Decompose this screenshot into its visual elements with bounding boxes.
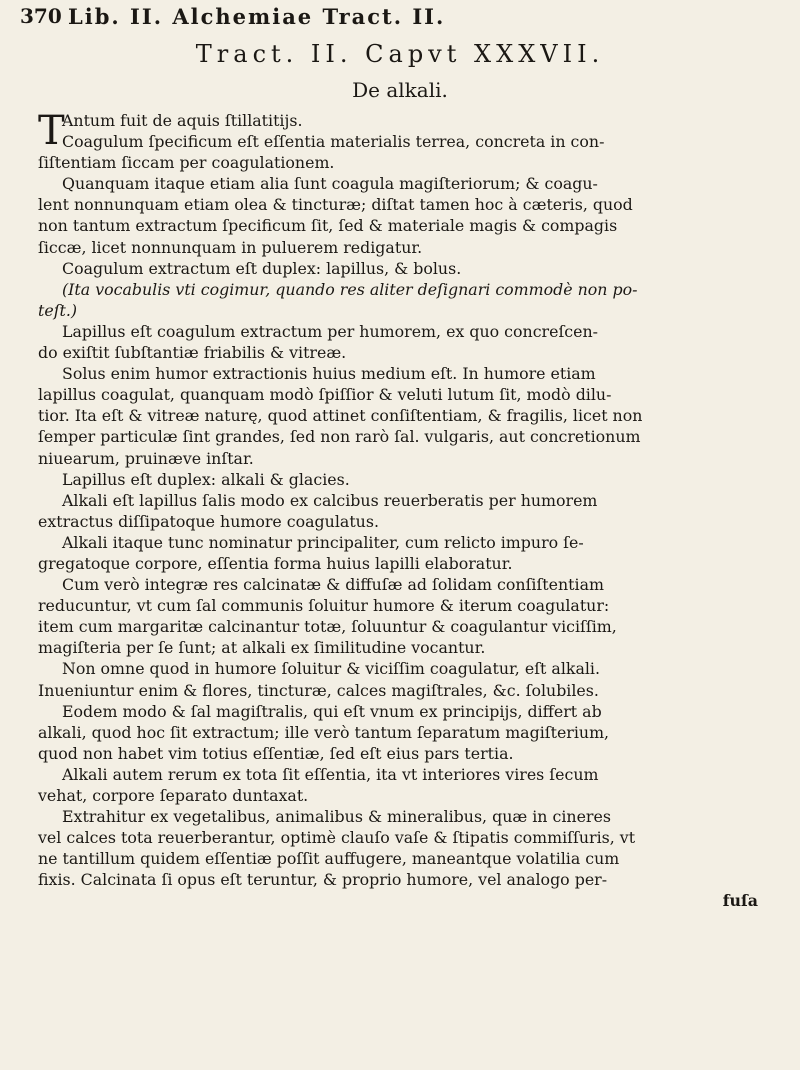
text-line [38, 701, 778, 722]
text-line [38, 680, 778, 701]
text-line [38, 342, 778, 363]
text-line [38, 532, 778, 553]
text-line [38, 785, 778, 806]
text-line [38, 595, 778, 616]
line-text: Inueniuntur enim & flores, tincturæ, calces magiſtrales, &c. ſolubiles. [38, 680, 599, 700]
text-line [38, 215, 778, 236]
line-text: lapillus coagulat, quanquam modò ſpiſſior & veluti lutum ſit, modò dilu- [38, 385, 612, 405]
line-text: Cum verò integræ res calcinatæ & diffuſæ ad ſolidam conſiſtentiam [62, 575, 604, 595]
line-text: fixis. Calcinata ſi opus eſt teruntur, & proprio humore, vel analogo per- [38, 870, 608, 890]
line-text: non tantum extractum ſpecificum ſit, ſed & materiale magis & compagis [38, 216, 618, 236]
catchword: fuſa [722, 891, 758, 911]
line-text: vel calces tota reuerberantur, optimè clauſo vaſe & ſtipatis commiſſuris, vt [38, 828, 636, 848]
page-number: 370 [20, 4, 62, 28]
line-text: Coagulum extractum eſt duplex: lapillus, & bolus. [62, 258, 462, 278]
text-line [38, 173, 778, 194]
line-text: vehat, corpore ſeparato duntaxat. [38, 786, 309, 805]
line-text: ne tantillum quidem eſſentiæ poſſit auffugere, maneantque volatilia cum [38, 849, 620, 869]
line-text: reducuntur, vt cum ſal communis ſoluitur humore & iterum coagulatur: [38, 596, 610, 616]
text-line [38, 827, 778, 848]
text-line [38, 490, 778, 511]
line-text: Antum fuit de aquis ſtillatitijs. [62, 111, 303, 130]
text-line [38, 806, 778, 827]
line-text: niuearum, pruinæve inſtar. [38, 448, 254, 468]
chapter-subtitle: De alkali. [352, 78, 448, 102]
text-line [38, 764, 778, 785]
text-line [38, 131, 778, 152]
text-line [38, 237, 778, 258]
text-line [38, 405, 778, 426]
text-line [38, 258, 778, 279]
body-text [38, 110, 778, 912]
line-text: ſiccæ, licet nonnunquam in puluerem redigatur. [38, 237, 423, 257]
text-line [38, 194, 778, 215]
text-line [38, 743, 778, 764]
line-text: item cum margaritæ calcinantur totæ, ſoluuntur & coagulantur viciſſim, [38, 617, 617, 637]
line-text: alkali, quod hoc ſit extractum; ille verò tantum ſeparatum magiſterium, [38, 722, 610, 742]
line-text: magiſteria per ſe ſunt; at alkali ex ſimilitudine vocantur. [38, 638, 486, 658]
line-text: quod non habet vim totius eſſentiæ, ſed eſt eius pars tertia. [38, 743, 514, 763]
text-line [38, 553, 778, 574]
line-text: Alkali eſt lapillus ſalis modo ex calcibus reuerberatis per humorem [62, 490, 598, 510]
line-text: Extrahitur ex vegetalibus, animalibus & mineralibus, quæ in cineres [62, 807, 611, 827]
line-text: tior. Ita eſt & vitreæ naturę, quod attinet conſiſtentiam, & fragilis, licet non [38, 406, 643, 426]
line-text: ſiſtentiam ſiccam per coagulationem. [38, 153, 335, 173]
text-line [38, 321, 778, 342]
line-text: teſt.) [38, 300, 78, 320]
line-text: Alkali autem rerum ex tota ſit eſſentia, ita vt interiores vires ſecum [62, 764, 599, 784]
text-line [38, 279, 778, 300]
line-text: Lapillus eſt duplex: alkali & glacies. [62, 469, 350, 489]
line-text: Solus enim humor extractionis huius medium eſt. In humore etiam [62, 364, 596, 384]
text-line [38, 448, 778, 469]
text-line [38, 363, 778, 384]
text-line [38, 848, 778, 869]
text-line [38, 616, 778, 637]
text-line [38, 722, 778, 743]
page-header [20, 4, 772, 34]
line-text: Coagulum ſpecificum eſt eſſentia materialis terrea, concreta in con- [62, 132, 605, 152]
running-head: Lib. II. Alchemiae Tract. II. [68, 4, 446, 29]
line-text: Lapillus eſt coagulum extractum per humorem, ex quo concreſcen- [62, 321, 598, 341]
line-text: gregatoque corpore, eſſentia forma huius lapilli elaboratur. [38, 553, 513, 573]
text-line [38, 869, 778, 890]
line-text: Eodem modo & ſal magiſtralis, qui eſt vnum ex principijs, differt ab [62, 701, 602, 721]
line-text: (Ita vocabulis vti cogimur, quando res aliter deſignari commodè non po- [62, 279, 638, 299]
drop-cap: T [38, 108, 65, 154]
text-line [38, 658, 778, 679]
line-text: Non omne quod in humore ſoluitur & viciſſim coagulatur, eſt alkali. [62, 659, 600, 679]
text-line [38, 384, 778, 405]
text-line [38, 574, 778, 595]
text-line [38, 300, 778, 321]
line-text: do exiſtit ſubſtantiæ friabilis & vitreæ. [38, 343, 347, 363]
text-line [38, 469, 778, 490]
chapter-title: Tract. II. Capvt XXXVII. [195, 40, 605, 68]
text-line [38, 637, 778, 658]
line-text: Alkali itaque tunc nominatur principaliter, cum relicto impuro ſe- [62, 532, 584, 552]
line-text: extractus diſſipatoque humore coagulatus. [38, 511, 379, 531]
line-text: ſemper particulæ ſint grandes, ſed non rarò ſal. vulgaris, aut concretionum [38, 427, 641, 447]
text-line [38, 511, 778, 532]
line-text: lent nonnunquam etiam olea & tincturæ; diſtat tamen hoc à cæteris, quod [38, 195, 633, 215]
text-line [38, 426, 778, 447]
line-text: Quanquam itaque etiam alia ſunt coagula magiſteriorum; & coagu- [62, 174, 598, 194]
text-line [38, 152, 778, 173]
